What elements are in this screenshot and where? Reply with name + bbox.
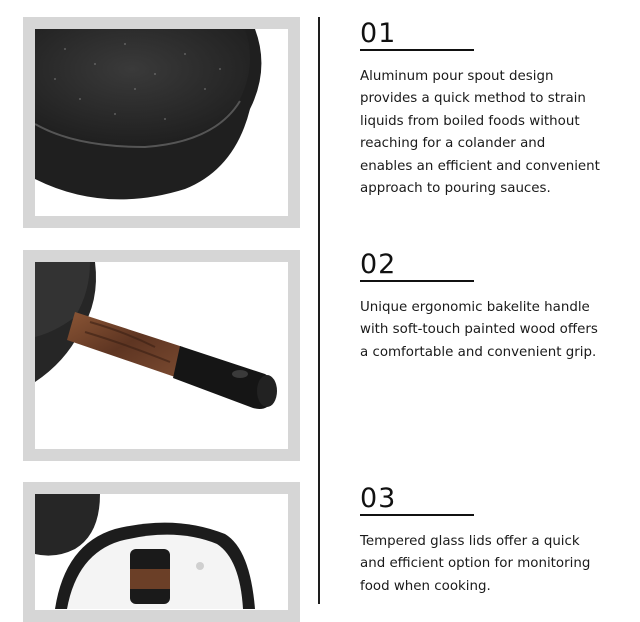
feature-number: 01 <box>360 19 474 51</box>
feature-block-01 <box>360 19 600 200</box>
feature-number: 02 <box>360 250 474 282</box>
handle-image-frame <box>23 250 300 461</box>
feature-block-03 <box>360 484 600 598</box>
pan-handle-image <box>35 262 288 449</box>
feature-description: Unique ergonomic bakelite handle with soft-touch painted wood offers a comfortable and convenient grip. <box>360 300 598 360</box>
glass-lid-image <box>35 494 288 610</box>
pan-pour-spout-image <box>35 29 288 216</box>
glass-lid-image-frame <box>23 482 300 622</box>
feature-description: Tempered glass lids offer a quick and efficient option for monitoring food when cooking. <box>360 534 591 594</box>
feature-number: 03 <box>360 484 474 516</box>
feature-description: Aluminum pour spout design provides a quick method to strain liquids from boiled foods without reaching for a colander and enables an efficient and convenient approach to pouring sauces. <box>360 69 600 197</box>
vertical-divider <box>318 17 320 604</box>
pour-spout-image-frame <box>23 17 300 228</box>
feature-block-02 <box>360 250 600 364</box>
